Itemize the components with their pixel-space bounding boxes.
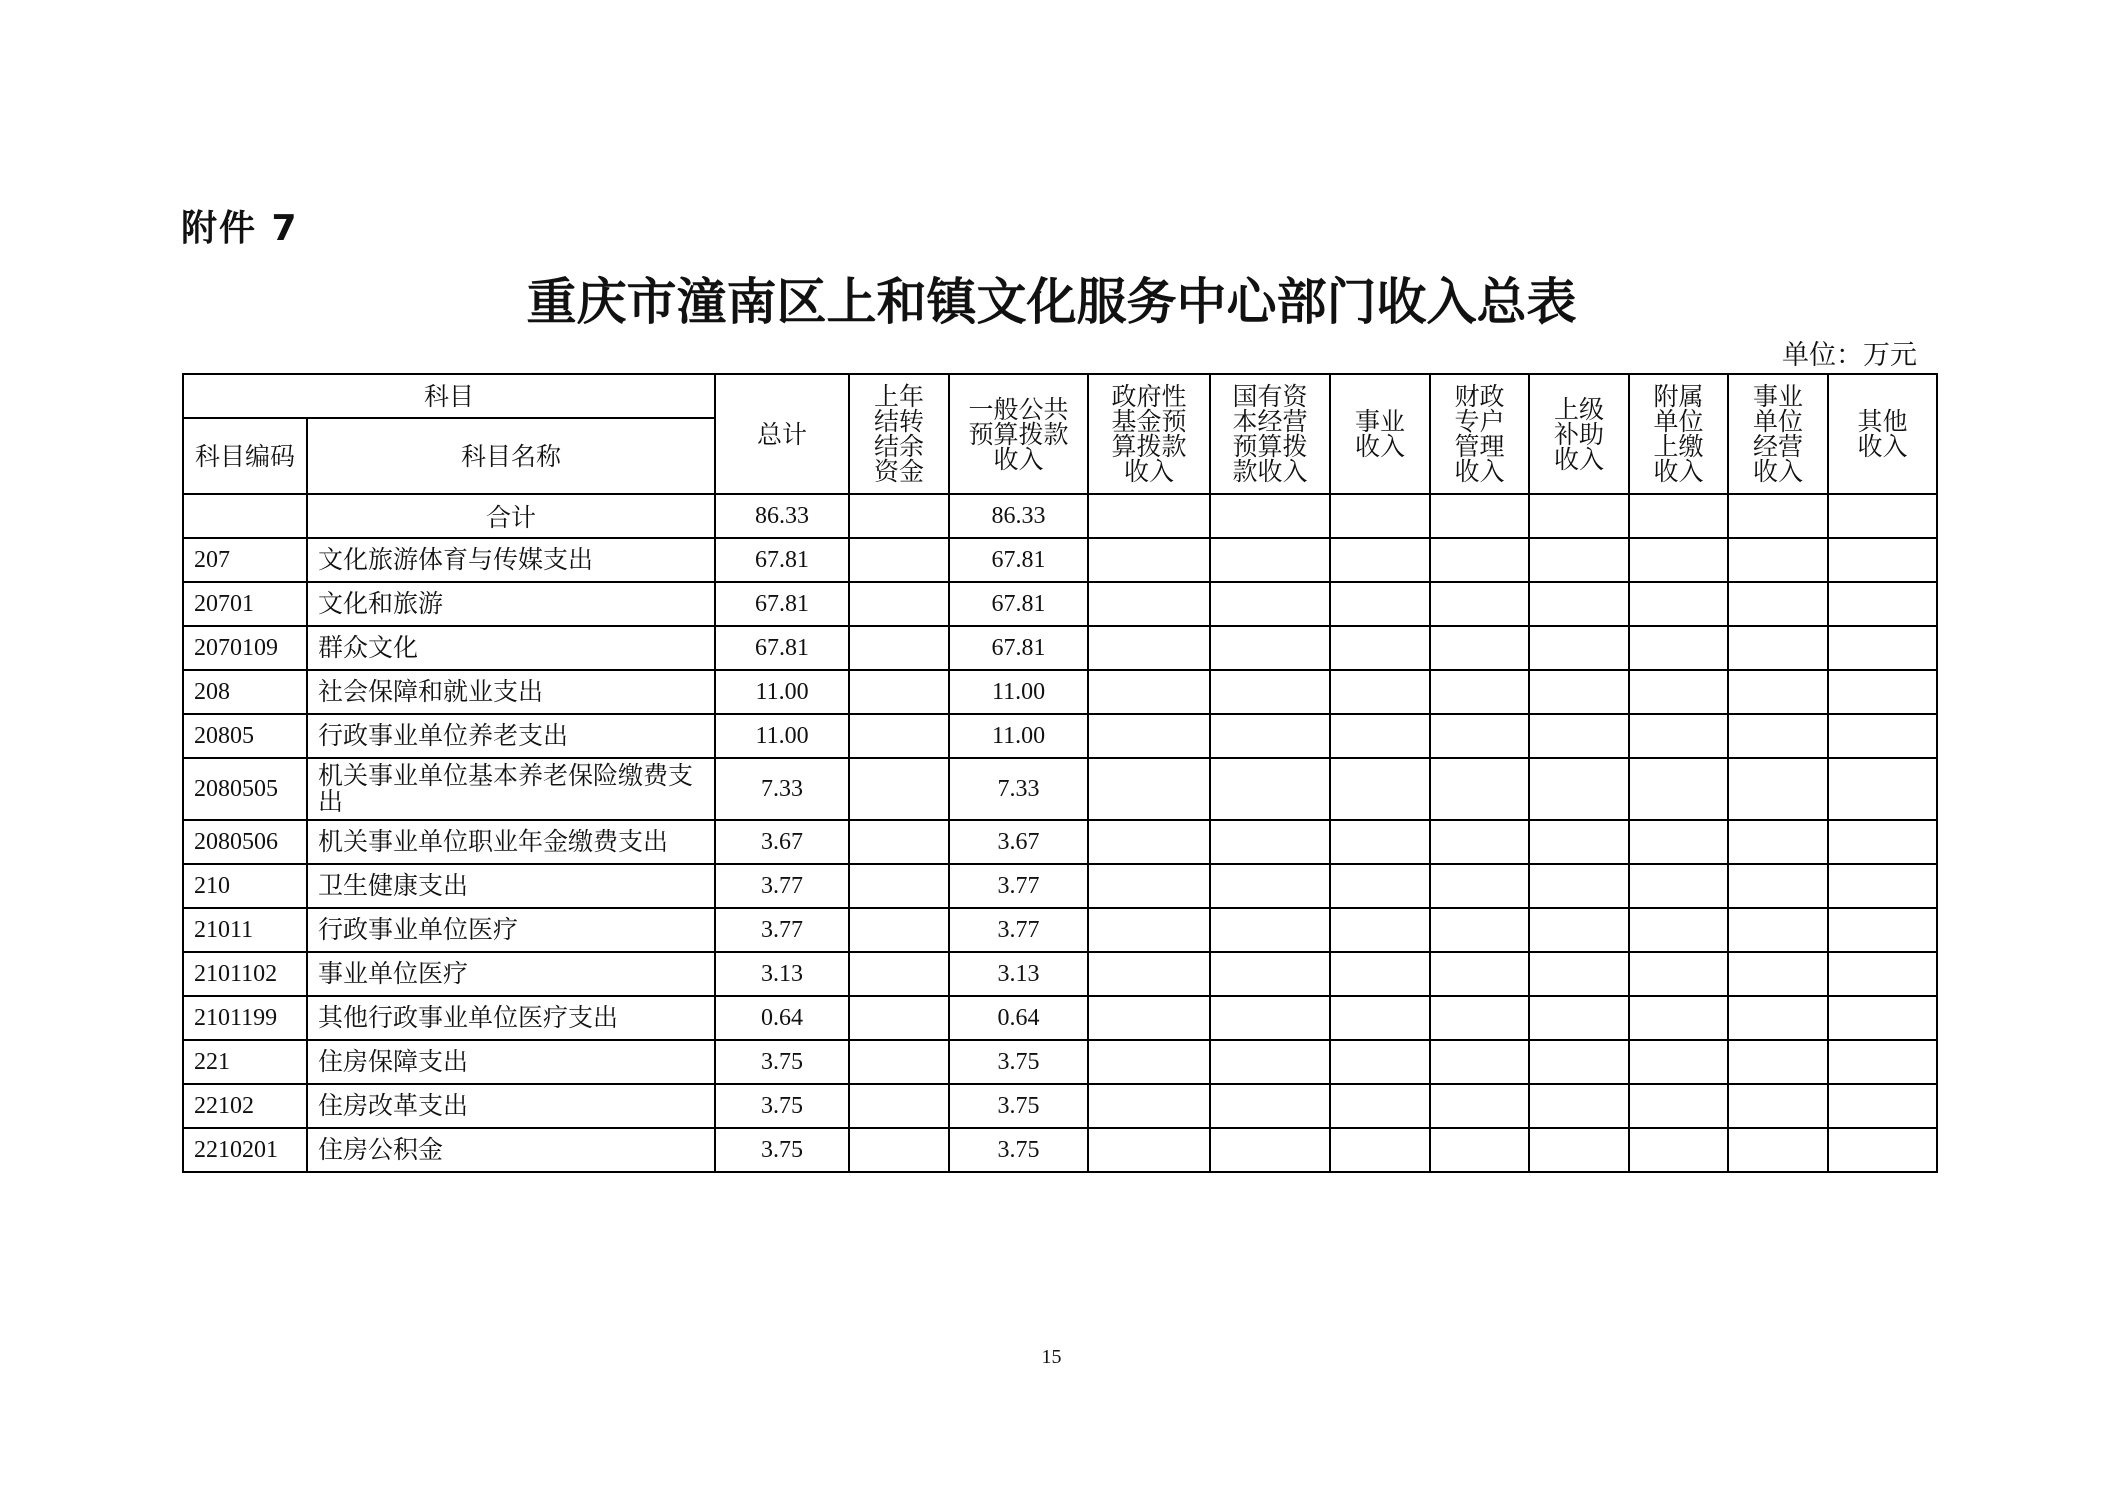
cell-carryover [849,820,949,864]
cell-empty [1728,996,1828,1040]
attachment-label: 附件 7 [181,208,299,249]
cell-empty [1828,996,1937,1040]
cell-empty [1828,670,1937,714]
col-header-affiliated-unit: 附属 单位 上缴 收入 [1629,374,1728,494]
cell-subject-code: 22102 [183,1084,307,1128]
cell-carryover [849,1040,949,1084]
cell-subject-name: 机关事业单位职业年金缴费支出 [307,820,715,864]
cell-empty [1088,996,1210,1040]
cell-carryover [849,758,949,820]
cell-empty [1629,494,1728,538]
cell-empty [1330,864,1430,908]
cell-subject-name: 行政事业单位养老支出 [307,714,715,758]
cell-carryover [849,494,949,538]
cell-empty [1828,820,1937,864]
cell-empty [1728,1084,1828,1128]
cell-empty [1728,582,1828,626]
cell-total: 3.77 [715,864,849,908]
cell-empty [1210,538,1330,582]
col-header-gov-fund: 政府性 基金预 算拨款 收入 [1088,374,1210,494]
cell-empty [1629,864,1728,908]
cell-empty [1088,538,1210,582]
table-row [183,714,1937,758]
cell-empty [1430,1084,1529,1128]
table-row [183,670,1937,714]
table-row [183,758,1937,820]
cell-empty [1088,864,1210,908]
cell-subject-name: 其他行政事业单位医疗支出 [307,996,715,1040]
cell-empty [1529,864,1629,908]
cell-total: 11.00 [715,714,849,758]
cell-empty [1330,582,1430,626]
cell-subject-code: 20805 [183,714,307,758]
cell-subject-code: 2101199 [183,996,307,1040]
cell-total: 3.77 [715,908,849,952]
cell-empty [1430,714,1529,758]
cell-empty [1330,908,1430,952]
cell-empty [1330,1040,1430,1084]
cell-subject-name: 文化和旅游 [307,582,715,626]
cell-empty [1430,758,1529,820]
cell-empty [1529,538,1629,582]
cell-general-budget: 3.75 [949,1128,1088,1172]
cell-empty [1210,494,1330,538]
cell-total: 67.81 [715,538,849,582]
cell-general-budget: 67.81 [949,538,1088,582]
cell-empty [1210,582,1330,626]
col-header-business-income: 事业 收入 [1330,374,1430,494]
cell-empty [1210,714,1330,758]
cell-subject-code: 20701 [183,582,307,626]
page-number: 15 [1041,1346,1062,1368]
cell-empty [1629,714,1728,758]
cell-total: 3.75 [715,1128,849,1172]
cell-empty [1728,714,1828,758]
cell-subject-name: 住房公积金 [307,1128,715,1172]
cell-empty [1088,908,1210,952]
col-header-unit-operation: 事业 单位 经营 收入 [1728,374,1828,494]
cell-subject-code: 210 [183,864,307,908]
table-row [183,996,1937,1040]
cell-general-budget: 7.33 [949,758,1088,820]
cell-general-budget: 67.81 [949,582,1088,626]
cell-empty [1828,494,1937,538]
table-row [183,582,1937,626]
cell-empty [1728,494,1828,538]
cell-empty [1430,626,1529,670]
table-row [183,538,1937,582]
cell-carryover [849,714,949,758]
col-header-general-budget: 一般公共 预算拨款 收入 [949,374,1088,494]
cell-empty [1828,714,1937,758]
cell-total: 3.13 [715,952,849,996]
cell-empty [1529,1084,1629,1128]
cell-empty [1430,582,1529,626]
subject-group-header: 科目 [183,374,715,418]
cell-empty [1330,952,1430,996]
cell-carryover [849,996,949,1040]
cell-general-budget: 3.67 [949,820,1088,864]
cell-empty [1828,908,1937,952]
cell-general-budget: 11.00 [949,670,1088,714]
cell-carryover [849,538,949,582]
col-header-carryover: 上年 结转 结余 资金 [849,374,949,494]
cell-empty [1828,1084,1937,1128]
cell-subject-name: 社会保障和就业支出 [307,670,715,714]
cell-subject-name: 机关事业单位基本养老保险缴费支出 [307,758,715,820]
table-row [183,820,1937,864]
cell-empty [1210,820,1330,864]
page-title: 重庆市潼南区上和镇文化服务中心部门收入总表 [526,272,1577,331]
cell-empty [1529,758,1629,820]
cell-subject-name: 事业单位医疗 [307,952,715,996]
cell-empty [1529,996,1629,1040]
cell-empty [1210,996,1330,1040]
cell-empty [1088,626,1210,670]
cell-carryover [849,1128,949,1172]
cell-empty [1629,1084,1728,1128]
cell-subject-name: 住房改革支出 [307,1084,715,1128]
cell-empty [1728,952,1828,996]
cell-empty [1088,494,1210,538]
cell-empty [1728,864,1828,908]
cell-empty [1529,626,1629,670]
cell-empty [1088,670,1210,714]
cell-total: 3.67 [715,820,849,864]
cell-empty [1210,1084,1330,1128]
cell-empty [1529,714,1629,758]
col-header-superior-subsidy: 上级 补助 收入 [1529,374,1629,494]
cell-empty [1529,908,1629,952]
cell-empty [1210,626,1330,670]
cell-subject-code: 208 [183,670,307,714]
cell-general-budget: 67.81 [949,626,1088,670]
cell-empty [1210,1128,1330,1172]
cell-empty [1629,820,1728,864]
cell-subject-code: 207 [183,538,307,582]
cell-carryover [849,626,949,670]
cell-empty [1430,494,1529,538]
cell-total: 3.75 [715,1040,849,1084]
cell-empty [1330,494,1430,538]
cell-empty [1210,670,1330,714]
cell-general-budget: 3.75 [949,1084,1088,1128]
cell-empty [1629,626,1728,670]
table-row [183,626,1937,670]
cell-empty [1629,908,1728,952]
cell-empty [1330,820,1430,864]
cell-empty [1629,1128,1728,1172]
cell-carryover [849,1084,949,1128]
unit-label: 单位：万元 [1782,340,1917,371]
cell-empty [1330,714,1430,758]
cell-subject-code: 2101102 [183,952,307,996]
cell-empty [1529,1128,1629,1172]
cell-empty [1210,758,1330,820]
cell-general-budget: 11.00 [949,714,1088,758]
cell-subject-name: 卫生健康支出 [307,864,715,908]
table-row [183,952,1937,996]
col-header-state-capital: 国有资 本经营 预算拨 款收入 [1210,374,1330,494]
cell-subject-code: 2210201 [183,1128,307,1172]
cell-empty [1828,582,1937,626]
cell-carryover [849,582,949,626]
cell-total: 0.64 [715,996,849,1040]
cell-empty [1828,952,1937,996]
cell-empty [1430,996,1529,1040]
cell-total: 7.33 [715,758,849,820]
cell-empty [1828,1040,1937,1084]
cell-empty [1088,582,1210,626]
cell-empty [1529,1040,1629,1084]
cell-empty [1088,1040,1210,1084]
cell-empty [1430,908,1529,952]
cell-empty [1430,952,1529,996]
cell-general-budget: 86.33 [949,494,1088,538]
cell-subject-name: 住房保障支出 [307,1040,715,1084]
cell-carryover [849,908,949,952]
cell-empty [1088,758,1210,820]
cell-subject-name: 文化旅游体育与传媒支出 [307,538,715,582]
cell-empty [1430,820,1529,864]
table-row [183,908,1937,952]
cell-empty [1330,538,1430,582]
cell-empty [1629,996,1728,1040]
cell-empty [1828,864,1937,908]
cell-carryover [849,864,949,908]
cell-empty [1728,538,1828,582]
cell-general-budget: 3.77 [949,864,1088,908]
cell-empty [1629,670,1728,714]
cell-empty [1529,494,1629,538]
cell-total: 11.00 [715,670,849,714]
cell-empty [1629,758,1728,820]
subject-name-header: 科目名称 [307,418,715,494]
cell-carryover [849,952,949,996]
cell-empty [1828,626,1937,670]
cell-empty [1529,582,1629,626]
cell-empty [1529,952,1629,996]
cell-empty [1728,758,1828,820]
cell-subject-name: 群众文化 [307,626,715,670]
cell-carryover [849,670,949,714]
cell-general-budget: 3.75 [949,1040,1088,1084]
cell-subject-name: 合计 [307,494,715,538]
col-header-total: 总计 [715,374,849,494]
cell-empty [1330,996,1430,1040]
cell-empty [1088,714,1210,758]
table-row [183,864,1937,908]
table-row [183,1084,1937,1128]
cell-empty [1210,952,1330,996]
col-header-other-income: 其他 收入 [1828,374,1937,494]
income-summary-table [182,373,1938,1173]
cell-empty [1629,952,1728,996]
cell-empty [1828,538,1937,582]
cell-empty [1430,670,1529,714]
cell-empty [1210,1040,1330,1084]
cell-empty [1828,758,1937,820]
cell-empty [1529,670,1629,714]
cell-empty [1330,1128,1430,1172]
cell-general-budget: 3.13 [949,952,1088,996]
cell-empty [1728,1128,1828,1172]
cell-empty [1728,670,1828,714]
cell-empty [1088,1128,1210,1172]
cell-subject-code: 2080505 [183,758,307,820]
col-header-fiscal-account: 财政 专户 管理 收入 [1430,374,1529,494]
cell-empty [1728,820,1828,864]
cell-empty [1430,1128,1529,1172]
cell-empty [1330,670,1430,714]
cell-empty [1088,952,1210,996]
cell-empty [1430,864,1529,908]
cell-subject-code: 2080506 [183,820,307,864]
cell-empty [1430,538,1529,582]
table-row [183,494,1937,538]
cell-subject-name: 行政事业单位医疗 [307,908,715,952]
cell-subject-code [183,494,307,538]
cell-empty [1529,820,1629,864]
cell-empty [1629,582,1728,626]
cell-empty [1828,1128,1937,1172]
cell-empty [1629,1040,1728,1084]
cell-empty [1430,1040,1529,1084]
cell-empty [1330,626,1430,670]
cell-empty [1728,1040,1828,1084]
cell-empty [1728,908,1828,952]
cell-empty [1088,1084,1210,1128]
table-row [183,1040,1937,1084]
table-row [183,1128,1937,1172]
cell-empty [1330,1084,1430,1128]
cell-empty [1210,908,1330,952]
cell-total: 86.33 [715,494,849,538]
cell-empty [1728,626,1828,670]
cell-subject-code: 2070109 [183,626,307,670]
cell-total: 67.81 [715,626,849,670]
cell-subject-code: 21011 [183,908,307,952]
cell-total: 67.81 [715,582,849,626]
cell-general-budget: 0.64 [949,996,1088,1040]
cell-general-budget: 3.77 [949,908,1088,952]
cell-empty [1088,820,1210,864]
cell-empty [1330,758,1430,820]
subject-code-header: 科目编码 [183,418,307,494]
cell-empty [1629,538,1728,582]
cell-total: 3.75 [715,1084,849,1128]
cell-empty [1210,864,1330,908]
cell-subject-code: 221 [183,1040,307,1084]
